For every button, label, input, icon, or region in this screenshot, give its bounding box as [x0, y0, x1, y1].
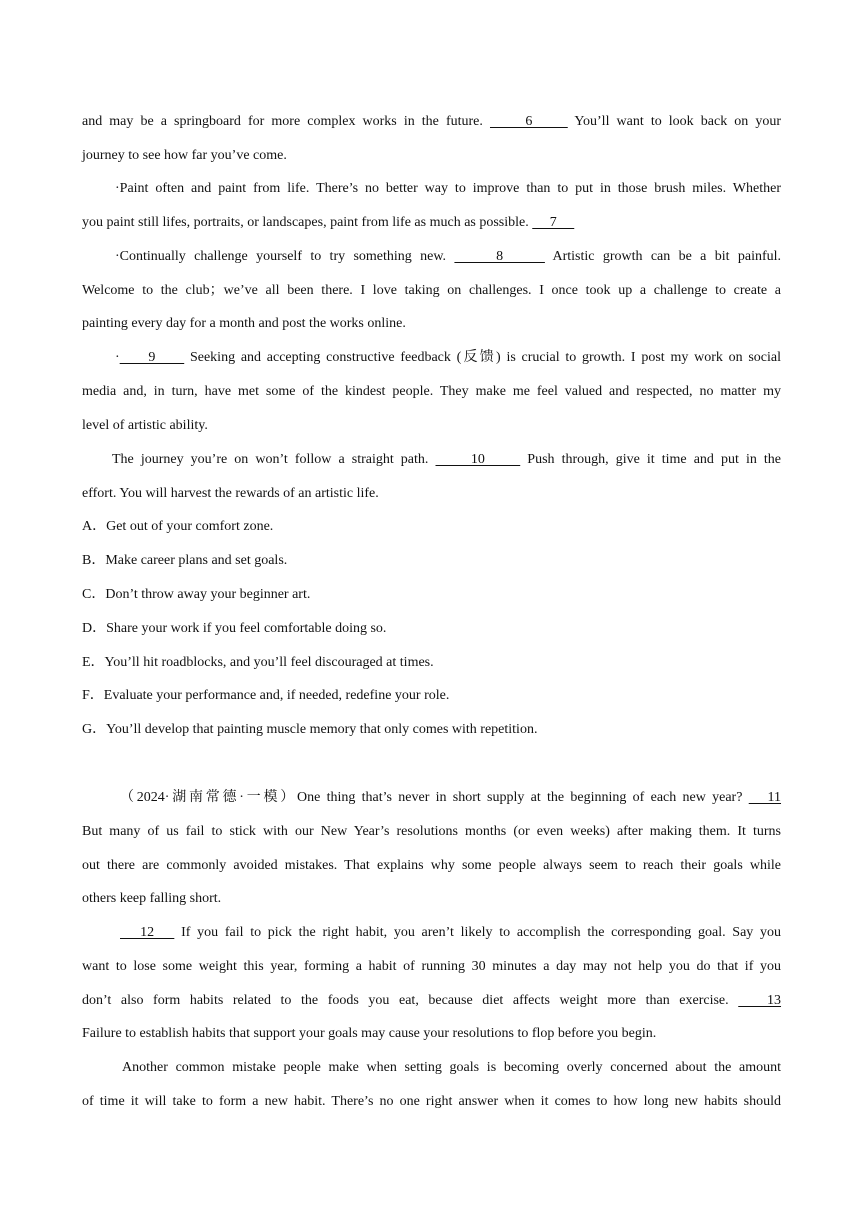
- paragraph-line: [82, 991, 781, 1011]
- paragraph-line: effort. You will harvest the rewards of an artistic life.: [82, 486, 379, 501]
- option-e: E．You’ll hit roadblocks, and you’ll feel discouraged at times.: [82, 655, 434, 670]
- paragraph-line: Failure to establish habits that support your goals may cause your resolutions to flop before you begin.: [82, 1026, 657, 1041]
- paragraph-line: [120, 788, 781, 808]
- paragraph-line: painting every day for a month and post the works online.: [82, 316, 406, 331]
- paragraph-line: want to lose some weight this year, forming a habit of running 30 minutes a day may not help you do that if you: [82, 959, 781, 974]
- option-c: C．Don’t throw away your beginner art.: [82, 587, 311, 602]
- blank-12: 12: [120, 925, 175, 940]
- paragraph-line: journey to see how far you’ve come.: [82, 148, 287, 163]
- blank-13: 13: [738, 993, 782, 1008]
- paragraph-line: But many of us fail to stick with our New Year’s resolutions months (or even weeks) after making them. It turns: [82, 824, 781, 839]
- text-run: [115, 350, 184, 365]
- text-run: Push through, give it time and put in the: [527, 452, 782, 467]
- text-run: and may be a springboard for more complex works in the future.: [82, 114, 483, 129]
- option-b: B．Make career plans and set goals.: [82, 553, 288, 568]
- paragraph-line: Welcome to the club；we’ve all been there. I love taking on challenges. I once took up a challenge to create a: [82, 283, 781, 298]
- paragraph-line: others keep falling short.: [82, 891, 222, 906]
- bullet-dot: ·: [115, 350, 120, 365]
- paragraph-line: [115, 247, 781, 267]
- text-run: If you fail to pick the right habit, you aren’t likely to accomplish the corresponding goal. Say you: [181, 925, 782, 940]
- option-f: F．Evaluate your performance and, if needed, redefine your role.: [82, 688, 450, 703]
- text-run: You’ll want to look back on your: [574, 114, 782, 129]
- text-run: don’t also form habits related to the foods you eat, because diet affects weight more than exercise.: [82, 993, 729, 1008]
- paragraph-line: out there are commonly avoided mistakes. That explains why some people always seem to reach their goals while: [82, 858, 781, 873]
- paragraph-line: [112, 450, 781, 470]
- text-run: Artistic growth can be a bit painful.: [552, 249, 782, 264]
- text-run: （2024·湖南常德·一模）One thing that’s never in short supply at the beginning of each new year?: [120, 790, 743, 805]
- paragraph-line: [82, 213, 781, 233]
- blank-7: 7: [532, 215, 575, 230]
- blank-8: 8: [454, 249, 545, 264]
- paragraph-line: level of artistic ability.: [82, 418, 208, 433]
- option-a: A．Get out of your comfort zone.: [82, 519, 274, 534]
- text-run: you paint still lifes, portraits, or landscapes, paint from life as much as possible.: [82, 215, 529, 230]
- option-d: D．Share your work if you feel comfortable doing so.: [82, 621, 387, 636]
- paragraph-line: [82, 112, 781, 132]
- text-run: The journey you’re on won’t follow a straight path.: [112, 452, 429, 467]
- text-run: Seeking and accepting constructive feedback (反馈) is crucial to growth. I post my work on social: [189, 350, 782, 365]
- paragraph-line: [115, 348, 781, 368]
- paragraph-line: Another common mistake people make when setting goals is becoming overly concerned about the amount: [122, 1060, 781, 1075]
- paragraph-line: of time it will take to form a new habit. There’s no one right answer when it comes to how long new habits should: [82, 1094, 781, 1109]
- paragraph-line: media and, in turn, have met some of the kindest people. They make me feel valued and respected, no matter my: [82, 384, 781, 399]
- option-g: G．You’ll develop that painting muscle memory that only comes with repetition.: [82, 722, 538, 737]
- blank-11: 11: [748, 790, 782, 805]
- paragraph-line: [120, 923, 781, 943]
- blank-6: 6: [489, 114, 568, 129]
- blank-10: 10: [435, 452, 521, 467]
- blank-9: 9: [119, 350, 185, 365]
- paragraph-line: ·Paint often and paint from life. There’s no better way to improve than to put in those brush miles. Whether: [115, 181, 781, 196]
- text-run: ·Continually challenge yourself to try something new.: [115, 249, 447, 264]
